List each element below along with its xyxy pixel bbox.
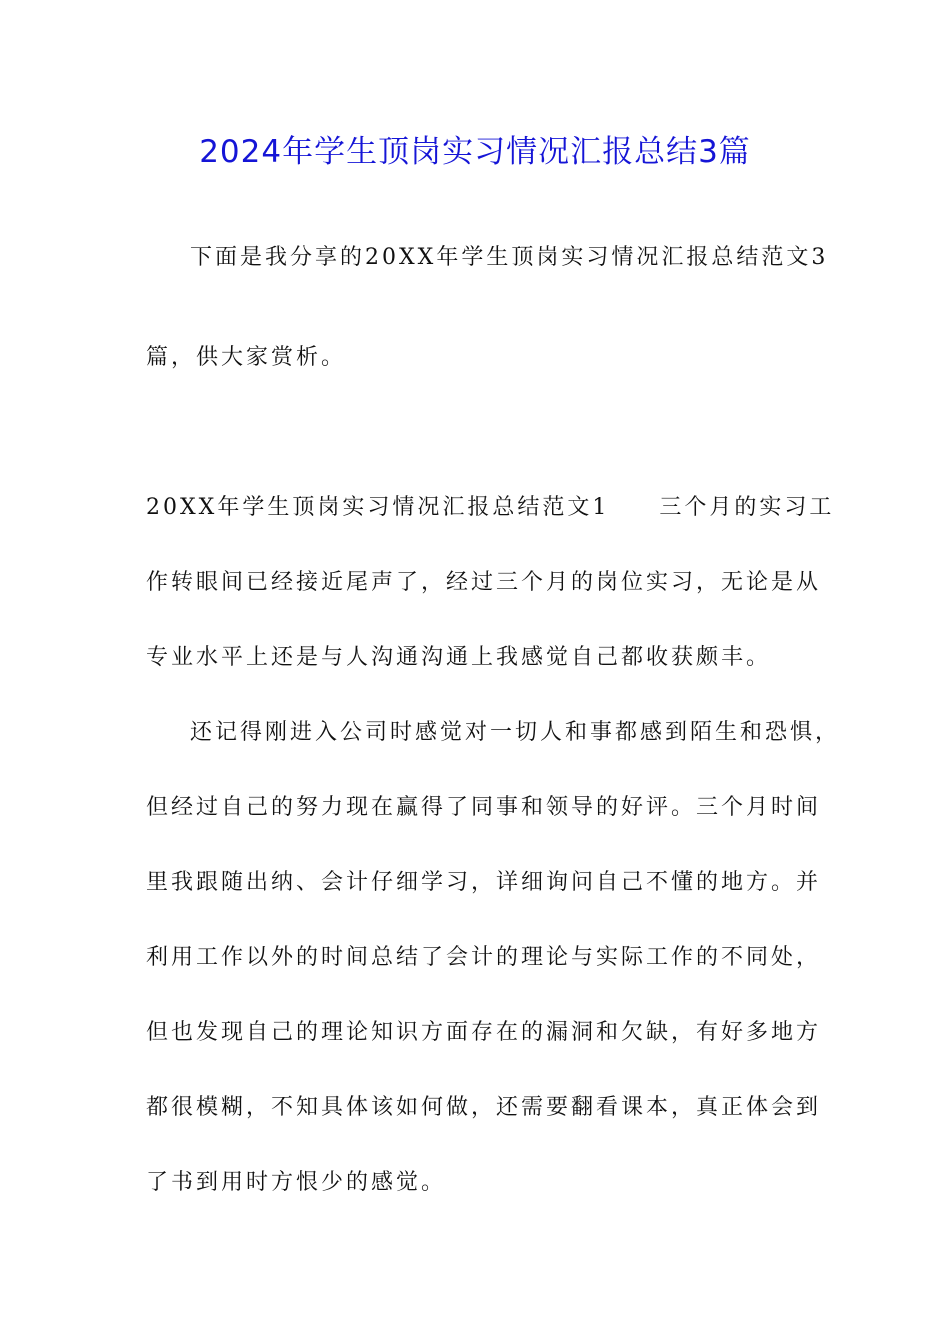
text-line: 了书到用时方恨少的感觉。 bbox=[146, 1170, 447, 1195]
text-line: 但也发现自己的理论知识方面存在的漏洞和欠缺，有好多地方 bbox=[146, 1020, 822, 1045]
text-line: 还记得刚进入公司时感觉对一切人和事都感到陌生和恐惧， bbox=[190, 720, 841, 745]
document-title: 2024年学生顶岗实习情况汇报总结3篇 bbox=[199, 134, 751, 170]
text-line: 但经过自己的努力现在赢得了同事和领导的好评。三个月时间 bbox=[146, 795, 822, 820]
text-line: 下面是我分享的20XX年学生顶岗实习情况汇报总结范文3 bbox=[190, 245, 829, 270]
text-line: 利用工作以外的时间总结了会计的理论与实际工作的不同处， bbox=[146, 945, 822, 970]
text-line: 作转眼间已经接近尾声了，经过三个月的岗位实习，无论是从 bbox=[146, 570, 822, 595]
text-line: 专业水平上还是与人沟通沟通上我感觉自己都收获颇丰。 bbox=[146, 645, 772, 670]
text-line: 篇，供大家赏析。 bbox=[146, 345, 347, 370]
text-line: 都很模糊，不知具体该如何做，还需要翻看课本，真正体会到 bbox=[146, 1095, 822, 1120]
text-line: 里我跟随出纳、会计仔细学习，详细询问自己不懂的地方。并 bbox=[146, 870, 822, 895]
text-line: 20XX年学生顶岗实习情况汇报总结范文1 三个月的实习工 bbox=[146, 495, 835, 520]
